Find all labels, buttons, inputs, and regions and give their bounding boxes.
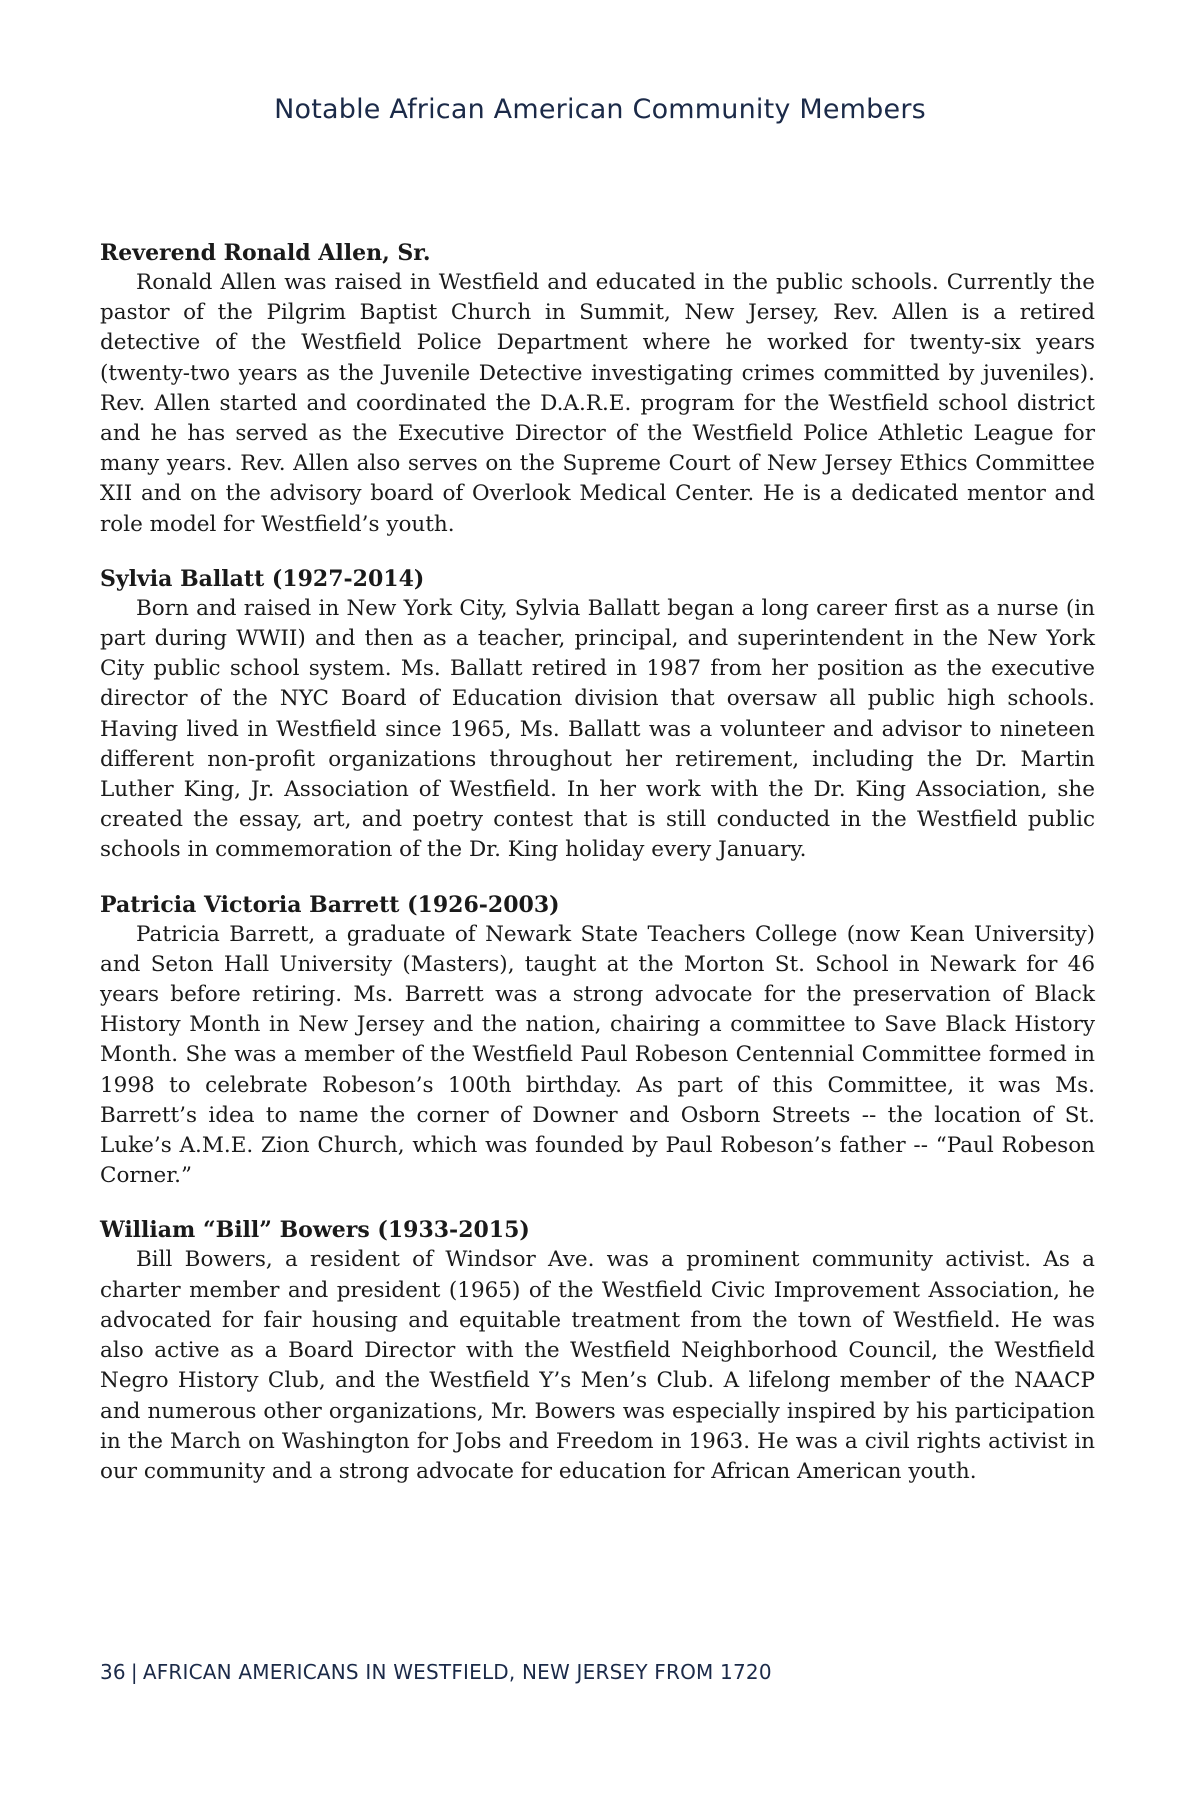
page-footer xyxy=(100,1660,772,1684)
entry-sylvia-ballatt xyxy=(100,564,1095,866)
entry-bio: Patricia Barrett, a graduate of Newark State Teachers College (now Kean University) and Seton Hall University (Masters), taught at the Morton St. School in Newark for 46 years before retiring. Ms. Barrett was a strong advocate for the preservation of Black History Month in New Jersey and the nation, chairing a committee to Save Black History Month. She was a member of the Westfield Paul Robeson Centennial Committee formed in 1998 to celebrate Robeson’s 100th birthday. As part of this Committee, it was Ms. Barrett’s idea to name the corner of Downer and Osborn Streets -- the location of St. Luke’s A.M.E. Zion Church, which was founded by Paul Robeson’s father -- “Paul Robeson Corner.” xyxy=(100,921,1095,1189)
entry-bio: Ronald Allen was raised in Westfield and educated in the public schools. Currently the pastor of the Pilgrim Baptist Church in Summit, New Jersey, Rev. Allen is a retired detective of the Westfield Police Department where he worked for twenty-six years (twenty-two years as the Juvenile Detective investigating crimes committed by juveniles). Rev. Allen started and coordinated the D.A.R.E. program for the Westfield school district and he has served as the Executive Director of the Westfield Police Athletic League for many years. Rev. Allen also serves on the Supreme Court of New Jersey Ethics Committee XII and on the advisory board of Overlook Medical Center. He is a dedicated mentor and role model for Westfield’s youth. xyxy=(100,270,1095,537)
entry-name: Reverend Ronald Allen, Sr. xyxy=(100,240,431,266)
entry-name: Sylvia Ballatt (1927-2014) xyxy=(100,565,425,592)
entries-list xyxy=(100,238,1095,1511)
entry-patricia-barrett xyxy=(100,890,1095,1192)
entry-name: Patricia Victoria Barrett (1926-2003) xyxy=(100,891,560,918)
entry-name: William “Bill” Bowers (1933-2015) xyxy=(100,1217,530,1244)
entry-bio: Born and raised in New York City, Sylvia Ballatt began a long career first as a nurse (in part during WWII) and then as a teacher, principal, and superintendent in the New York City public school system. Ms. Ballatt retired in 1987 from her position as the executive director of the NYC Board of Education division that oversaw all public high schools. Having lived in Westfield since 1965, Ms. Ballatt was a volunteer and advisor to nineteen different non-profit organizations throughout her retirement, including the Dr. Martin Luther King, Jr. Association of Westfield. In her work with the Dr. King Association, she created the essay, art, and poetry contest that is still conducted in the Westfield public schools in commemoration of the Dr. King holiday every January. xyxy=(100,595,1095,863)
footer-separator: | xyxy=(130,1660,138,1684)
entry-ronald-allen xyxy=(100,238,1095,540)
entry-bio: Bill Bowers, a resident of Windsor Ave. was a prominent community activist. As a charter member and president (1965) of the Westfield Civic Improvement Association, he advocated for fair housing and equitable treatment from the town of Westfield. He was also active as a Board Director with the Westfield Neighborhood Council, the Westfield Negro History Club, and the Westfield Y’s Men’s Club. A lifelong member of the NAACP and numerous other organizations, Mr. Bowers was especially inspired by his participation in the March on Washington for Jobs and Freedom in 1963. He was a civil rights activist in our community and a strong advocate for education for African American youth. xyxy=(100,1247,1095,1484)
page-title: Notable African American Community Members xyxy=(274,94,926,125)
entry-bill-bowers xyxy=(100,1215,1095,1487)
page-number: 36 xyxy=(100,1660,126,1684)
book-title: AFRICAN AMERICANS IN WESTFIELD, NEW JERSEY FROM 1720 xyxy=(142,1660,772,1684)
